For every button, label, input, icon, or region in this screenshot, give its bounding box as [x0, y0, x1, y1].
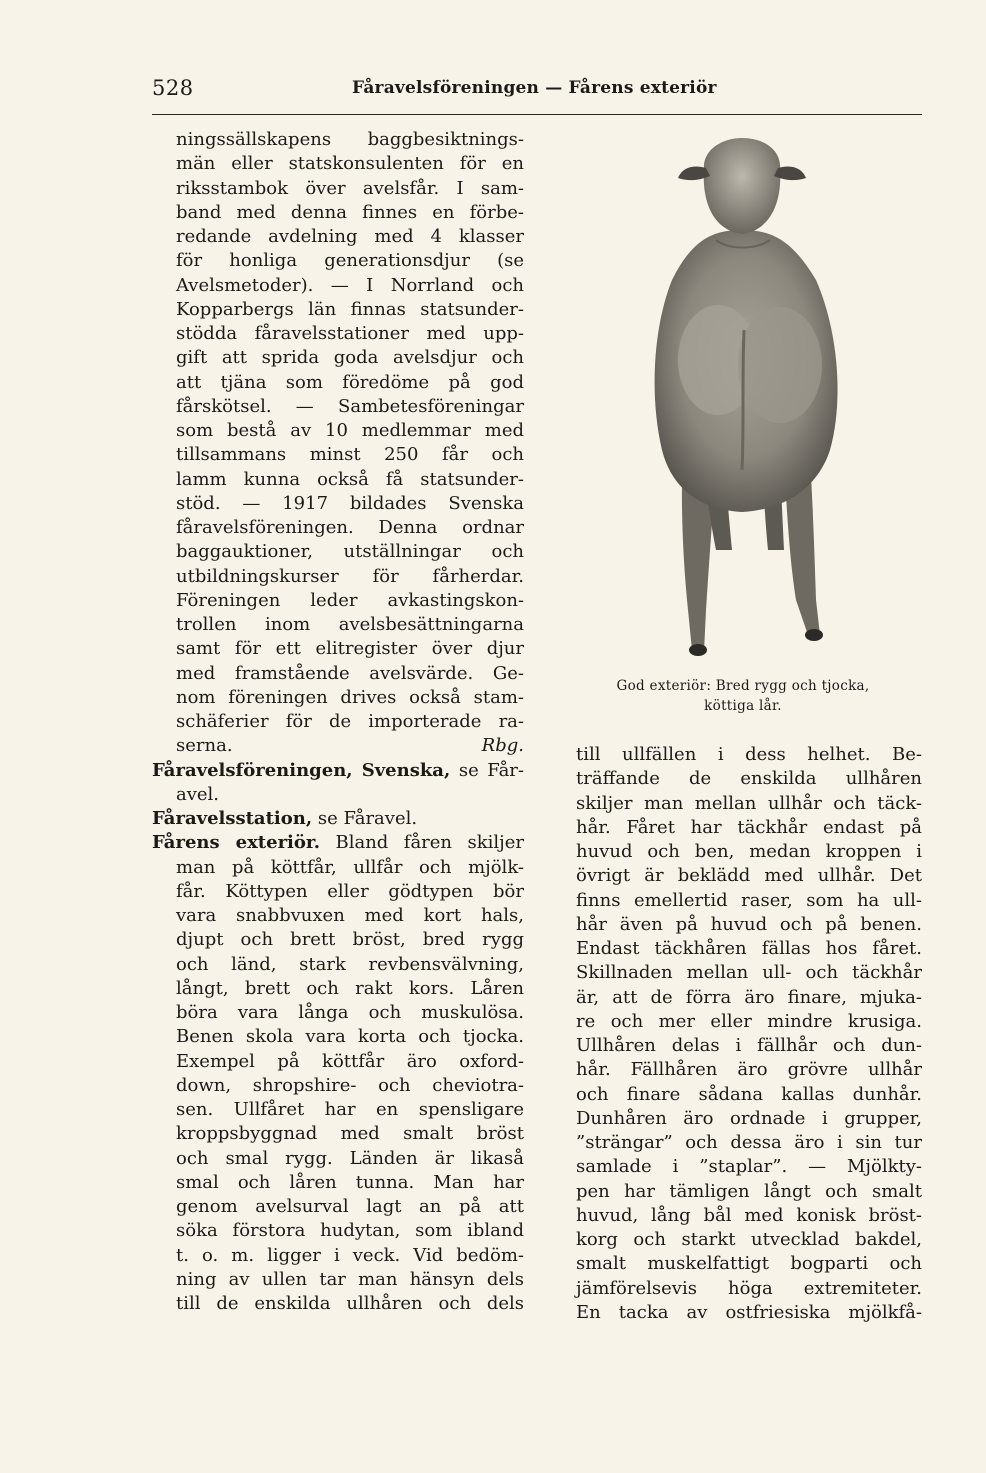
sheep-photo [632, 130, 852, 670]
text-line: skiljer man mellan ullhår och täck- [576, 792, 922, 814]
paragraph-end-line [152, 734, 524, 758]
text-line: hår. Fåret har täckhår endast på [576, 816, 922, 838]
text-line: pen har tämligen långt och smalt [576, 1180, 922, 1202]
text-line: re och mer eller mindre krusiga. [576, 1010, 922, 1032]
text-line: för honliga generationsdjur (se [176, 250, 524, 272]
text-line: gift att sprida goda avelsdjur och [176, 347, 524, 369]
text-line: böra vara långa och muskulösa. [176, 1002, 524, 1023]
text-line: Dunhåren äro ordnade i grupper, [576, 1107, 922, 1129]
text-line: lamm kunna också få statsunder- [176, 468, 524, 490]
right-column [576, 743, 922, 1325]
text-line: ”strängar” och dessa äro i sin tur [576, 1132, 922, 1153]
text-line: finns emellertid raser, som ha ull- [576, 889, 922, 911]
text-line: utbildningskurser för fårherdar. [176, 565, 524, 587]
text-line: träffande de enskilda ullhåren [576, 768, 922, 790]
entry-headword: Fårens exteriör. [152, 832, 321, 854]
text-line: som bestå av 10 medlemmar med [176, 420, 524, 441]
entry-body [152, 856, 524, 1317]
text-line: riksstambok över avelsfår. I sam- [176, 177, 524, 199]
text-line: Avelsmetoder). — I Norrland och [176, 274, 524, 296]
author-signature: Rbg. [481, 735, 524, 757]
text-line: vara snabbvuxen med kort hals, [176, 905, 524, 926]
text-line: schäferier för de importerade ra- [176, 711, 524, 732]
text-line: smalt muskelfattigt bogparti och [576, 1253, 922, 1275]
text-line: ning av ullen tar man hänsyn dels [176, 1268, 524, 1290]
text-line: nom föreningen drives också stam- [176, 686, 524, 708]
text-line: Ullhåren delas i fällhår och dun- [576, 1035, 922, 1056]
entry-crossref-cont: avel. [176, 783, 220, 805]
entry-crossref: se Fåravel. [312, 808, 418, 829]
header-rule [152, 114, 922, 115]
entry-faravelsforeningen [152, 759, 524, 783]
text-line: Skillnaden mellan ull- och täckhår [576, 962, 922, 984]
entry-farens-exterior [152, 831, 524, 855]
entry-faravelsstation [152, 807, 524, 831]
sheep-rear-view-icon [632, 130, 852, 670]
text-line: En tacka av ostfriesiska mjölkfå- [576, 1301, 922, 1323]
entry-headword: Fåravelsstation, [152, 808, 313, 829]
text-line: tillsammans minst 250 får och [176, 444, 524, 466]
text-line: Endast täckhåren fällas hos fåret. [576, 938, 922, 959]
text-line: huvud, lång bål med konisk bröst- [576, 1204, 922, 1226]
text-line: stöd. — 1917 bildades Svenska [176, 492, 524, 514]
text-line: djupt och brett bröst, bred rygg [176, 929, 524, 951]
text-line: långt, brett och rakt kors. Låren [176, 977, 524, 999]
text-line: och länd, stark revbensvälvning, [176, 953, 524, 975]
page-number: 528 [152, 76, 194, 100]
text-line: hår. Fällhåren äro grövre ullhår [576, 1059, 922, 1081]
text-line: Kopparbergs län finnas statsunder- [176, 298, 524, 320]
text-line: stödda fåravelsstationer med upp- [176, 323, 524, 344]
text-line: huvud och ben, medan kroppen i [576, 841, 922, 862]
text-line: övrigt är beklädd med ullhår. Det [576, 865, 922, 887]
text-line: sen. Ullfåret har en spensligare [176, 1099, 524, 1120]
text-line: hår även på huvud och på benen. [576, 913, 922, 935]
text-line: till de enskilda ullhåren och dels [176, 1293, 524, 1314]
text-line: man på köttfår, ullfår och mjölk- [176, 856, 524, 878]
running-head: Fåravelsföreningen — Fårens exteriör [352, 78, 717, 98]
text-line: kroppsbyggnad med smalt bröst [176, 1123, 524, 1145]
text-line: och smal rygg. Länden är likaså [176, 1147, 524, 1169]
text-line: och finare sådana kallas dunhår. [576, 1083, 922, 1105]
figure-caption [578, 676, 908, 716]
text-line: män eller statskonsulenten för en [176, 153, 524, 175]
text-line: Exempel på köttfår äro oxford- [176, 1050, 524, 1072]
text-line: ningssällskapens baggbesiktnings- [176, 129, 524, 150]
text-line: genom avelsurval lagt an på att [176, 1196, 524, 1217]
text-line: samlade i ”staplar”. — Mjölkty- [576, 1156, 922, 1178]
text-line: jämförelsevis höga extremiteter. [576, 1277, 922, 1299]
text-line: att tjäna som föredöme på god [176, 371, 524, 393]
text-line: samt för ett elitregister över djur [176, 638, 524, 660]
entry-crossref: se Får- [450, 759, 524, 781]
text-line: fårskötsel. — Sambetesföreningar [176, 395, 524, 417]
caption-line: God exteriör: Bred rygg och tjocka, [616, 678, 870, 694]
text-line: Benen skola vara korta och tjocka. [176, 1026, 524, 1048]
paragraph-end-text: serna. [176, 735, 233, 757]
text-line: smal och låren tunna. Man har [176, 1171, 524, 1193]
text-line: är, att de förra äro finare, mjuka- [576, 986, 922, 1008]
entry-text: Bland fåren skiljer [320, 832, 524, 854]
text-line: får. Köttypen eller gödtypen bör [176, 880, 524, 902]
text-line: till ullfällen i dess helhet. Be- [576, 744, 922, 765]
text-line: korg och starkt utvecklad bakdel, [576, 1229, 922, 1250]
text-line: baggauktioner, utställningar och [176, 541, 524, 563]
text-line: redande avdelning med 4 klasser [176, 226, 524, 247]
text-line: down, shropshire- och cheviotra- [176, 1074, 524, 1096]
caption-line: köttiga lår. [704, 698, 782, 714]
entry-headword: Fåravelsföreningen, Svenska, [152, 759, 451, 781]
right-column-body [576, 743, 922, 1325]
text-line: trollen inom avelsbesättningarna [176, 614, 524, 635]
text-line: Föreningen leder avkastingskon- [176, 589, 524, 611]
text-line: t. o. m. ligger i veck. Vid bedöm- [176, 1244, 524, 1266]
left-column [152, 128, 524, 1316]
text-line: fåravelsföreningen. Denna ordnar [176, 517, 524, 538]
text-line: söka förstora hudytan, som ibland [176, 1220, 524, 1242]
text-line: band med denna finnes en förbe- [176, 201, 524, 223]
paragraph-avelsforening [152, 128, 524, 734]
text-line: med framstående avelsvärde. Ge- [176, 662, 524, 684]
